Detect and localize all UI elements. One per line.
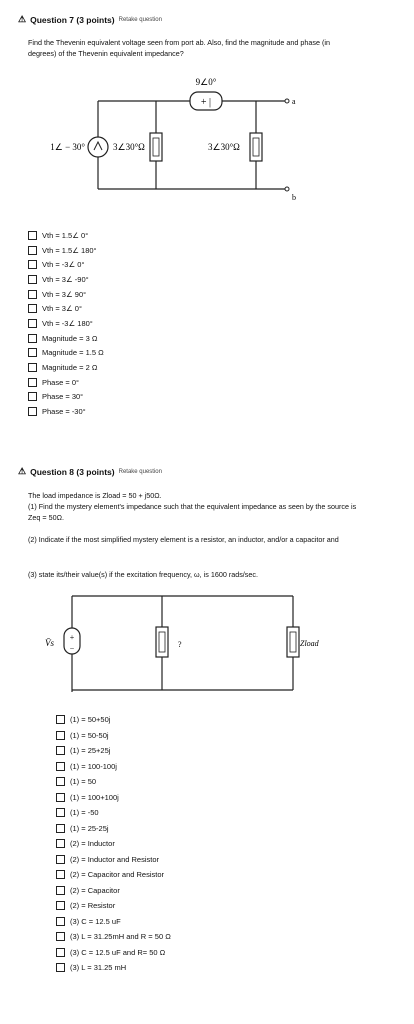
checkbox[interactable] [28,319,37,328]
option-label: (3) C = 12.5 uF [70,916,121,926]
option-label: (3) C = 12.5 uF and R= 50 Ω [70,947,166,957]
impedance-box-z2 [250,133,262,161]
q8-header [18,466,162,477]
q8-option[interactable] [56,774,171,790]
checkbox[interactable] [56,870,65,879]
q7-option[interactable] [28,228,104,243]
q7-option[interactable] [28,404,104,419]
checkbox[interactable] [56,793,65,802]
checkbox[interactable] [56,855,65,864]
option-label: (1) = 50 [70,777,97,787]
q7-options [28,228,104,419]
option-label: Vth = 1.5∠ 180° [42,245,97,255]
option-label: Vth = -3∠ 180° [42,318,93,328]
checkbox[interactable] [28,290,37,299]
q7-circuit-diagram [30,68,310,208]
q8-plus: + [69,633,75,642]
terminal-b [285,187,289,191]
option-label: Vth = 3∠ 90° [42,289,87,299]
checkbox[interactable] [28,260,37,269]
q8-option[interactable] [56,836,171,852]
q8-option[interactable] [56,945,171,961]
checkbox[interactable] [56,948,65,957]
q7-option[interactable] [28,243,104,258]
q8-option[interactable] [56,728,171,744]
option-label: Vth = 1.5∠ 0° [42,230,89,240]
checkbox[interactable] [56,746,65,755]
q8-option[interactable] [56,883,171,899]
q8-option[interactable] [56,960,171,976]
checkbox[interactable] [56,886,65,895]
q8-options [56,712,171,976]
checkbox[interactable] [56,932,65,941]
option-label: Vth = 3∠ -90° [42,274,89,284]
q7-prompt: Find the Thevenin equivalent voltage seen from port ab. Also, find the magnitude and phase (in degrees) of the Thevenin equivalent impedance? [28,38,330,58]
q7-series-label: 9∠0° [195,77,217,87]
q8-option[interactable] [56,867,171,883]
option-label: Phase = -30° [42,407,86,417]
q8-option[interactable] [56,790,171,806]
q7-option[interactable] [28,272,104,287]
mystery-element-box [156,627,168,657]
checkbox[interactable] [56,777,65,786]
checkbox[interactable] [28,231,37,240]
q8-option[interactable] [56,805,171,821]
checkbox[interactable] [28,392,37,401]
q8-option[interactable] [56,914,171,930]
q7-plus-minus: + | [200,97,212,108]
checkbox[interactable] [56,715,65,724]
q7-title: Question 7 (3 points) [30,14,115,25]
q8-circuit-diagram [30,590,330,700]
checkbox[interactable] [28,334,37,343]
q7-option[interactable] [28,360,104,375]
q7-z1-label: 3∠30°Ω [113,142,145,152]
q8-prompt-2: (1) Find the mystery element's impedance such that the equivalent impedance as seen by the source is Zeq = 50Ω. [28,502,357,522]
q8-option[interactable] [56,712,171,728]
option-label: (2) = Capacitor [70,885,120,895]
option-label: (2) = Inductor [70,839,115,849]
warning-icon: ⚠ [18,14,27,24]
checkbox[interactable] [56,808,65,817]
option-label: (1) = 25+25j [70,746,111,756]
q7-source-label: 1∠ − 30° [50,142,85,152]
checkbox[interactable] [28,304,37,313]
q7-option[interactable] [28,331,104,346]
checkbox[interactable] [28,407,37,416]
option-label: Vth = -3∠ 0° [42,260,85,270]
option-label: (3) L = 31.25mH and R = 50 Ω [70,932,171,942]
q7-node-b: b [292,193,296,202]
option-label: (2) = Inductor and Resistor [70,854,160,864]
option-label: (2) = Capacitor and Resistor [70,870,164,880]
checkbox[interactable] [56,917,65,926]
q8-source-label: V̄s [45,638,54,648]
option-label: (1) = 50+50j [70,715,111,725]
q8-title: Question 8 (3 points) [30,466,115,477]
checkbox[interactable] [56,824,65,833]
q8-minus: − [69,644,75,653]
q7-header [18,14,162,25]
checkbox[interactable] [56,839,65,848]
terminal-a [285,99,289,103]
q7-z2-label: 3∠30°Ω [208,142,240,152]
option-label: Phase = 0° [42,377,79,387]
q7-option[interactable] [28,390,104,405]
impedance-box-z1 [150,133,162,161]
checkbox[interactable] [56,963,65,972]
q8-retake-link[interactable]: Retake question [118,468,162,475]
q7-option[interactable] [28,375,104,390]
q8-option[interactable] [56,852,171,868]
checkbox[interactable] [28,348,37,357]
checkbox[interactable] [56,731,65,740]
checkbox[interactable] [28,275,37,284]
q8-prompt-4: (3) state its/their value(s) if the excitation frequency, ω, is 1600 rads/sec. [28,570,258,579]
option-label: (1) = 25-25j [70,823,109,833]
q8-option[interactable] [56,759,171,775]
checkbox[interactable] [28,246,37,255]
q7-option[interactable] [28,301,104,316]
checkbox[interactable] [28,363,37,372]
checkbox[interactable] [56,901,65,910]
option-label: (1) = 100+100j [70,792,119,802]
q8-option[interactable] [56,929,171,945]
load-impedance-box [287,627,299,657]
option-label: (1) = 100-100j [70,761,117,771]
option-label: Vth = 3∠ 0° [42,304,82,314]
q7-option[interactable] [28,287,104,302]
q8-option[interactable] [56,898,171,914]
q8-prompt-3: (2) Indicate if the most simplified mystery element is a resistor, an inductor, and/or a capacitor and [28,535,339,544]
q8-load-label: Zload [300,639,319,648]
q7-option[interactable] [28,257,104,272]
option-label: Magnitude = 3 Ω [42,333,98,343]
checkbox[interactable] [56,762,65,771]
option-label: (2) = Resistor [70,901,116,911]
option-label: Phase = 30° [42,392,84,402]
ac-source-icon [88,137,108,157]
option-label: Magnitude = 2 Ω [42,363,98,373]
option-label: (3) L = 31.25 mH [70,963,127,973]
q7-option[interactable] [28,316,104,331]
option-label: (1) = 50-50j [70,730,109,740]
warning-icon: ⚠ [18,466,27,476]
q8-mystery-label: ? [178,640,182,649]
q8-option[interactable] [56,821,171,837]
option-label: (1) = -50 [70,808,99,818]
checkbox[interactable] [28,378,37,387]
q7-node-a: a [292,97,296,106]
q8-prompt-1: The load impedance is Zload = 50 + j50Ω. [28,491,162,500]
q7-retake-link[interactable]: Retake question [118,16,162,23]
option-label: Magnitude = 1.5 Ω [42,348,104,358]
q7-option[interactable] [28,346,104,361]
q8-option[interactable] [56,743,171,759]
